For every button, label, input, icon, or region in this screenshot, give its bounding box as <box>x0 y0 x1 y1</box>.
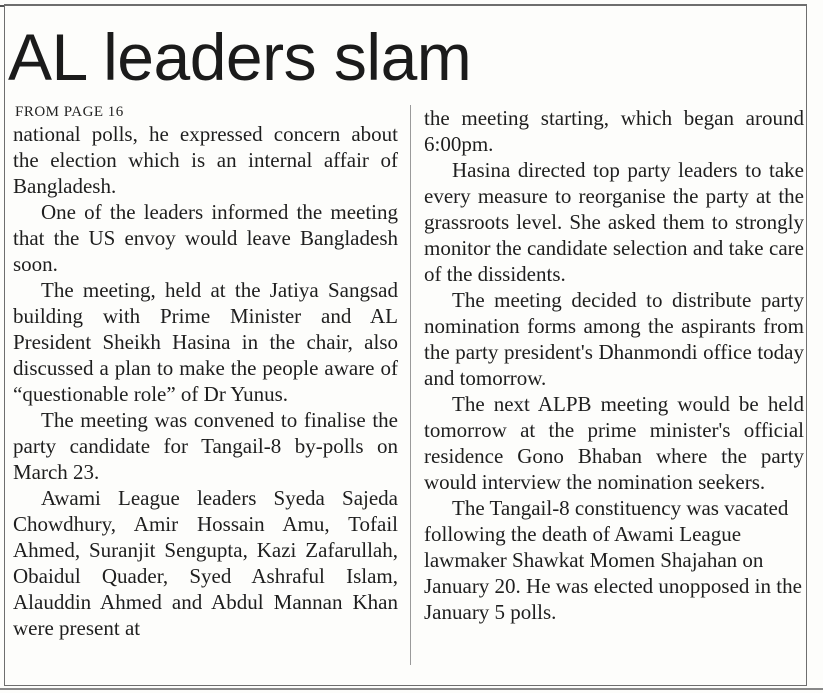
left-column <box>13 103 398 641</box>
paragraph: national polls, he expressed concern about the election which is an internal affair of Bangladesh. <box>13 122 398 198</box>
column-divider <box>410 105 411 665</box>
paragraph: One of the leaders informed the meeting that the US envoy would leave Bangladesh soon. <box>13 200 398 276</box>
bottom-rule <box>0 688 823 690</box>
paragraph: The meeting, held at the Jatiya Sangsad building with Prime Minister and AL President Sheikh Hasina in the chair, also discussed a plan to make the people aware of “questionable role” of Dr Yunus. <box>13 278 398 406</box>
paragraph: The Tangail-8 constituency was vacated following the death of Awami League lawmaker Shawkat Momen Shajahan on January 20. He was elected unopposed in the January 5 polls. <box>424 496 802 624</box>
paragraph: The meeting was convened to finalise the party candidate for Tangail-8 by-polls on March 23. <box>13 408 398 484</box>
paragraph: Awami League leaders Syeda Sajeda Chowdhury, Amir Hossain Amu, Tofail Ahmed, Suranjit Sengupta, Kazi Zafarullah, Obaidul Quader, Syed Ashraful Islam, Alauddin Ahmed and Abdul Mannan Khan were present at <box>13 486 398 640</box>
jump-label: FROM PAGE 16 <box>15 104 124 120</box>
headline: AL leaders slam <box>8 20 472 94</box>
paragraph: Hasina directed top party leaders to take every measure to reorganise the party at the grassroots level. She asked them to strongly monitor the candidate selection and take care of the dissidents. <box>424 158 804 286</box>
paragraph: the meeting starting, which began around 6:00pm. <box>424 106 804 156</box>
right-column <box>424 105 804 625</box>
paragraph: The next ALPB meeting would be held tomorrow at the prime minister's official residence Gono Bhaban where the party would interview the nomination seekers. <box>424 392 804 494</box>
paragraph: The meeting decided to distribute party nomination forms among the aspirants from the party president's Dhanmondi office today and tomorrow. <box>424 288 804 390</box>
